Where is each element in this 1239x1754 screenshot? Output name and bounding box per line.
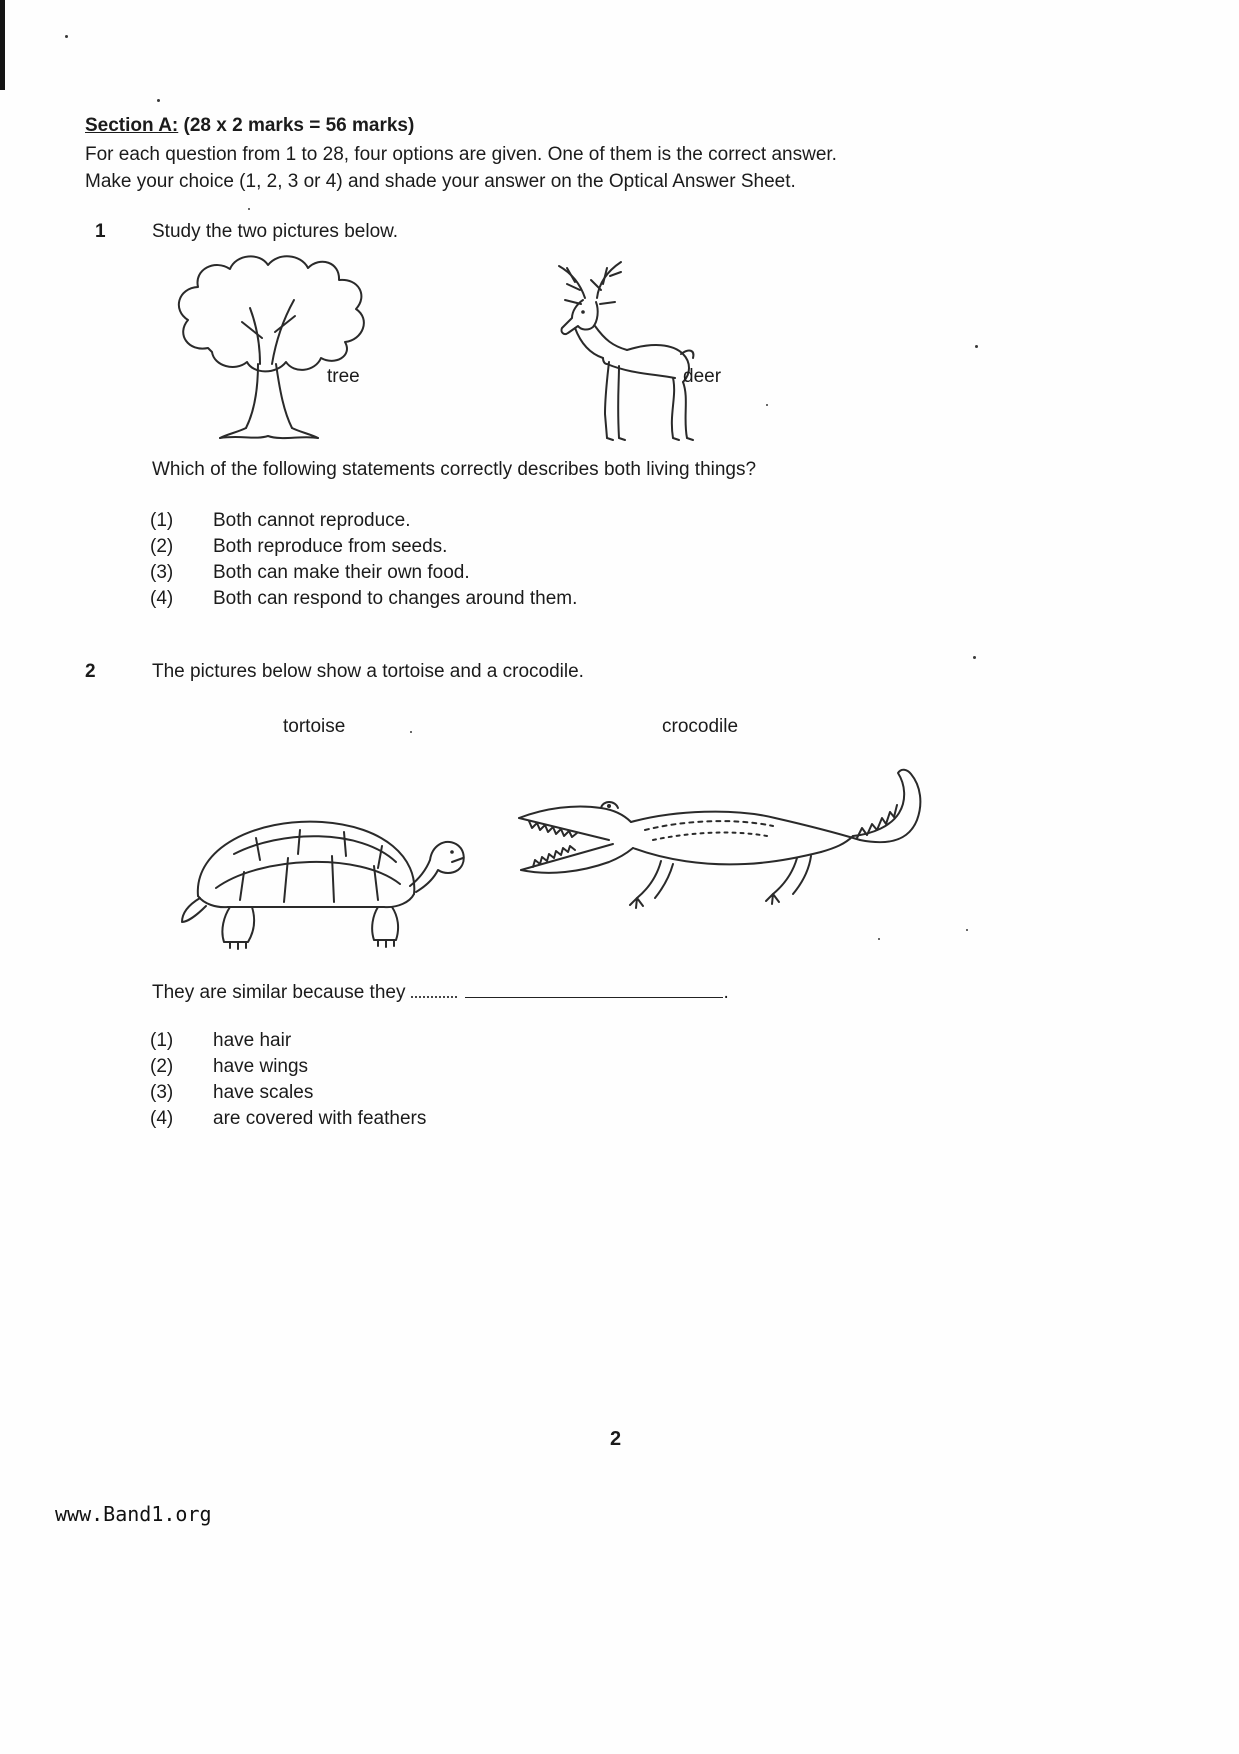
scan-speck — [973, 656, 976, 659]
scan-speck — [410, 731, 412, 733]
q2-number: 2 — [85, 661, 96, 682]
q2-option-1 — [150, 1028, 291, 1054]
q1-number: 1 — [95, 221, 106, 242]
q1-option-2 — [150, 534, 447, 560]
option-number: (3) — [150, 1082, 174, 1103]
section-instructions-line1: For each question from 1 to 28, four options are given. One of them is the correct answer. — [85, 144, 837, 165]
scan-speck — [766, 404, 768, 406]
deer-label: deer — [683, 366, 722, 387]
scan-edge-artifact — [0, 0, 5, 90]
q1-option-4 — [150, 586, 577, 612]
option-number: (1) — [150, 1030, 174, 1051]
section-instructions-line2: Make your choice (1, 2, 3 or 4) and shade your answer on the Optical Answer Sheet. — [85, 171, 796, 192]
scan-speck — [157, 99, 160, 102]
q2-option-2 — [150, 1054, 308, 1080]
section-heading — [85, 112, 414, 139]
deer-drawing — [515, 256, 705, 456]
option-number: (3) — [150, 562, 174, 583]
option-number: (2) — [150, 536, 174, 557]
q1-option-1 — [150, 508, 411, 534]
scan-speck — [65, 35, 68, 38]
option-text: are covered with feathers — [213, 1108, 427, 1129]
tree-illustration — [168, 252, 398, 442]
section-title-marks: (28 x 2 marks = 56 marks) — [178, 115, 415, 136]
option-number: (2) — [150, 1056, 174, 1077]
tortoise-drawing — [160, 782, 470, 962]
q2-option-4 — [150, 1106, 426, 1132]
tortoise-illustration — [160, 782, 470, 962]
option-text: Both reproduce from seeds. — [213, 536, 448, 557]
q2-blank-period: . — [723, 982, 729, 1003]
tortoise-label: tortoise — [283, 716, 346, 737]
answer-blank-line — [465, 979, 723, 998]
scan-speck — [878, 938, 880, 940]
option-text: Both cannot reproduce. — [213, 510, 411, 531]
scan-speck — [966, 929, 968, 931]
option-text: have scales — [213, 1082, 314, 1103]
option-text: have wings — [213, 1056, 309, 1077]
q2-option-3 — [150, 1080, 313, 1106]
q2-question-prefix: They are similar because they — [152, 982, 406, 1003]
q2-question-sentence — [152, 978, 729, 1006]
option-number: (1) — [150, 510, 174, 531]
option-number: (4) — [150, 1108, 174, 1129]
option-number: (4) — [150, 588, 174, 609]
option-text: Both can make their own food. — [213, 562, 470, 583]
section-title: Section A: — [85, 115, 179, 136]
q1-option-3 — [150, 560, 470, 586]
deer-illustration — [515, 256, 705, 456]
crocodile-illustration — [505, 758, 935, 968]
crocodile-drawing — [505, 758, 935, 968]
scan-speck — [975, 345, 978, 348]
page-number: 2 — [610, 1428, 622, 1450]
option-text: have hair — [213, 1030, 292, 1051]
tree-label: tree — [327, 366, 360, 387]
answer-blank-dotted — [411, 978, 457, 998]
q1-prompt: Study the two pictures below. — [152, 221, 399, 242]
q1-question: Which of the following statements correctly describes both living things? — [152, 459, 757, 480]
tree-drawing — [168, 252, 398, 442]
q2-prompt: The pictures below show a tortoise and a crocodile. — [152, 661, 584, 682]
scan-speck — [248, 208, 250, 210]
crocodile-label: crocodile — [662, 716, 739, 737]
option-text: Both can respond to changes around them. — [213, 588, 578, 609]
footer-watermark: www.Band1.org — [55, 1502, 212, 1526]
